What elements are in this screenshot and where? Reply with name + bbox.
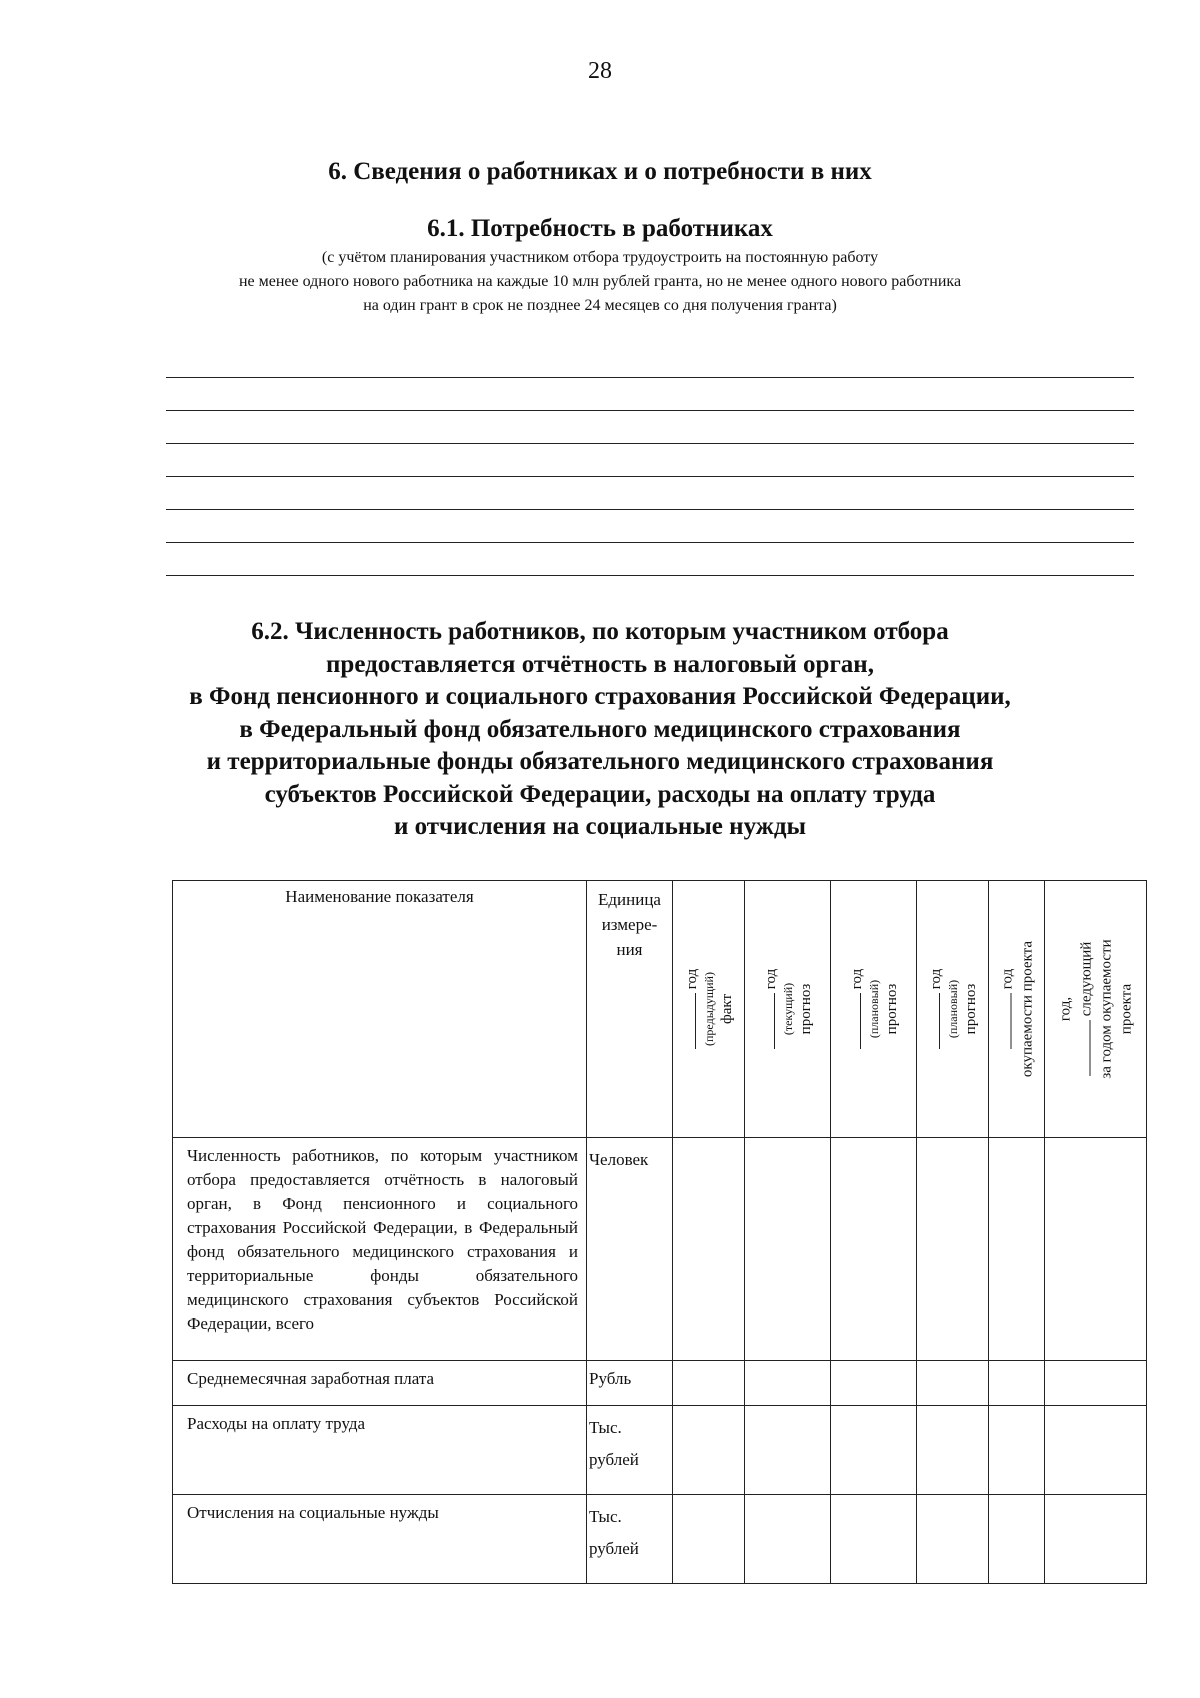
title-line: субъектов Российской Федерации, расходы на оплату труда [264, 780, 936, 808]
value-cell[interactable] [673, 1361, 745, 1406]
table-row [173, 1361, 1147, 1406]
value-cell[interactable] [1045, 1138, 1147, 1361]
note-line: не менее одного нового работника на каждые 10 млн рублей гранта, но не менее одного нового работника [238, 273, 962, 290]
year-word: год, [1057, 996, 1073, 1022]
title-line: 6.2. Численность работников, по которым участником отбора [251, 618, 949, 645]
value-cell[interactable] [745, 1495, 831, 1584]
header-year-after-payback [1045, 881, 1147, 1138]
value-cell[interactable] [917, 1361, 989, 1406]
header-unit-line: Единица [598, 890, 661, 909]
title-line: в Федеральный фонд обязательного медицинского страхования [239, 715, 961, 743]
year-label: окупаемости проекта [1019, 940, 1035, 1078]
row-indicator-name: Численность работников, по которым участником отбора предоставляется отчётность в налоговый орган, в Фонд пенсионного и социального страхования Российской Федерации, в Федеральный фонд обязательного медицинского страхования и территориальные фонды обязательного медицинского страхования субъектов Российской Федерации, всего [173, 1138, 587, 1361]
fill-in-line[interactable] [166, 509, 1134, 510]
header-year-planned-1 [831, 881, 917, 1138]
header-year-current [745, 881, 831, 1138]
title-line: предоставляется отчётность в налоговый орган, [326, 650, 874, 678]
value-cell[interactable] [673, 1495, 745, 1584]
year-word: год [848, 968, 865, 990]
year-label: за годом окупаемости [1098, 939, 1114, 1079]
year-blank[interactable] [681, 993, 696, 1049]
value-cell[interactable] [673, 1138, 745, 1361]
fill-in-line[interactable] [166, 377, 1134, 378]
value-cell[interactable] [831, 1406, 917, 1495]
row-indicator-name: Среднемесячная заработная плата [173, 1361, 587, 1406]
year-word: год [762, 968, 779, 990]
header-unit-line: ния [616, 940, 643, 959]
fill-in-line[interactable] [166, 476, 1134, 477]
value-cell[interactable] [1045, 1361, 1147, 1406]
year-label: следующий [1078, 941, 1094, 1017]
value-cell[interactable] [917, 1495, 989, 1584]
year-qualifier: (предыдущий) [701, 972, 716, 1046]
year-qualifier: (текущий) [780, 982, 795, 1036]
header-indicator-name: Наименование показателя [173, 881, 587, 1138]
page-number: 28 [588, 58, 612, 84]
row-unit: Человек [587, 1138, 673, 1361]
year-blank[interactable] [846, 993, 861, 1049]
header-year-payback [989, 881, 1045, 1138]
year-label: проекта [1118, 983, 1134, 1035]
value-cell[interactable] [831, 1495, 917, 1584]
row-unit: Рубль [587, 1361, 673, 1406]
year-qualifier: (плановый) [945, 979, 960, 1039]
table-row [173, 1138, 1147, 1361]
year-word: год [683, 968, 700, 990]
row-unit: Тыс. рублей [587, 1495, 673, 1584]
value-cell[interactable] [1045, 1406, 1147, 1495]
header-year-previous [673, 881, 745, 1138]
header-year-planned-2 [917, 881, 989, 1138]
title-line: и отчисления на социальные нужды [393, 813, 807, 840]
year-blank[interactable] [996, 993, 1011, 1049]
row-indicator-name: Расходы на оплату труда [173, 1406, 587, 1495]
note-line: на один грант в срок не позднее 24 месяцев со дня получения гранта) [363, 297, 837, 314]
title-line: в Фонд пенсионного и социального страхования Российской Федерации, [189, 683, 1011, 710]
value-cell[interactable] [1045, 1495, 1147, 1584]
value-cell[interactable] [917, 1138, 989, 1361]
value-cell[interactable] [745, 1406, 831, 1495]
fill-in-line[interactable] [166, 443, 1134, 444]
year-qualifier: (плановый) [866, 979, 881, 1039]
table-header-row [173, 881, 1147, 1138]
fill-in-line[interactable] [166, 542, 1134, 543]
year-blank[interactable] [760, 993, 775, 1049]
value-cell[interactable] [831, 1361, 917, 1406]
value-cell[interactable] [831, 1138, 917, 1361]
subsection-1-note [150, 246, 1050, 318]
year-blank[interactable] [1075, 1020, 1090, 1076]
value-cell[interactable] [745, 1138, 831, 1361]
year-label: прогноз [962, 983, 979, 1035]
table-row [173, 1495, 1147, 1584]
row-indicator-name: Отчисления на социальные нужды [173, 1495, 587, 1584]
value-cell[interactable] [673, 1406, 745, 1495]
value-cell[interactable] [989, 1361, 1045, 1406]
year-word: год [927, 968, 944, 990]
note-line: (с учётом планирования участником отбора трудоустроить на постоянную работу [321, 249, 879, 266]
value-cell[interactable] [989, 1406, 1045, 1495]
header-unit [587, 881, 673, 1138]
subsection-2-title [100, 616, 1100, 844]
year-label: факт [718, 993, 735, 1025]
value-cell[interactable] [745, 1361, 831, 1406]
title-line: и территориальные фонды обязательного медицинского страхования [206, 748, 994, 775]
value-cell[interactable] [989, 1495, 1045, 1584]
year-label: прогноз [883, 983, 900, 1035]
value-cell[interactable] [989, 1138, 1045, 1361]
year-blank[interactable] [925, 993, 940, 1049]
table-row [173, 1406, 1147, 1495]
subsection-1-title: 6.1. Потребность в работниках [427, 215, 773, 242]
value-cell[interactable] [917, 1406, 989, 1495]
fill-in-line[interactable] [166, 410, 1134, 411]
header-unit-line: измере- [601, 915, 658, 934]
year-label: прогноз [797, 983, 814, 1035]
section-title: 6. Сведения о работниках и о потребности в них [328, 158, 872, 185]
year-word: год [999, 968, 1015, 990]
row-unit: Тыс. рублей [587, 1406, 673, 1495]
workers-table [172, 880, 1147, 1584]
fill-in-line[interactable] [166, 575, 1134, 576]
